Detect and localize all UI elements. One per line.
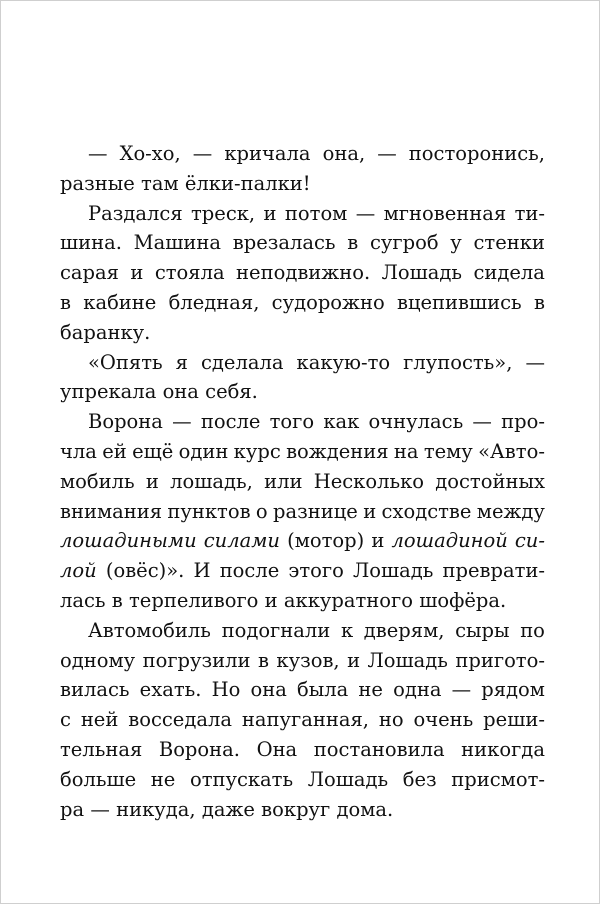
text-line [60, 467, 545, 497]
text-line [60, 199, 545, 229]
word: «Опять [88, 350, 163, 374]
word: дверям, [363, 618, 445, 642]
word: Лошадь [307, 767, 389, 791]
word: лась [60, 588, 106, 612]
word: лой [60, 559, 97, 583]
word: между [476, 499, 545, 523]
word: треск, [191, 201, 256, 225]
word: — [377, 142, 397, 165]
word: стояла [154, 261, 225, 285]
word: мобиль [60, 469, 135, 493]
word: И [193, 559, 211, 583]
text-line [60, 497, 545, 527]
word: никуда, [116, 797, 196, 821]
text-line [60, 526, 545, 556]
word: про- [501, 410, 545, 434]
word: и [130, 261, 144, 285]
word: тельная [60, 737, 143, 761]
word: лошадиной [391, 529, 508, 553]
word: напуганная, [241, 708, 369, 732]
word: реши- [483, 708, 545, 732]
word: мгновенная [383, 201, 507, 225]
word: силами [203, 529, 280, 553]
word: упрекала [60, 380, 157, 404]
word: ти- [514, 201, 545, 225]
word: не [150, 767, 176, 791]
word: и [371, 529, 385, 553]
word: неподвижно. [236, 261, 371, 285]
word: глупость», [403, 350, 513, 374]
word: без [402, 767, 437, 791]
word: как [323, 410, 360, 434]
word: к [340, 618, 354, 642]
word: судорожно [271, 290, 385, 314]
word: Но [211, 678, 241, 702]
word: я [175, 350, 188, 374]
word: один [178, 439, 229, 463]
word: вцепившись [396, 290, 522, 314]
text-line [60, 795, 545, 825]
word: подогнали [221, 618, 331, 642]
word: дома. [336, 797, 394, 821]
word: по [520, 618, 545, 642]
word: шофёра. [419, 588, 507, 612]
word: шина. [60, 231, 122, 255]
word: ехать. [139, 678, 202, 702]
text-line [60, 735, 545, 765]
word: аккуратного [283, 588, 413, 612]
word: — [525, 350, 545, 374]
word: после [200, 410, 261, 434]
text-line [60, 258, 545, 288]
word: Несколько [313, 469, 425, 493]
text-line [60, 646, 545, 676]
word: в [533, 290, 545, 314]
text-line [60, 318, 545, 348]
word: очнулась [368, 410, 464, 434]
word: постановила [313, 737, 445, 761]
word: в [60, 290, 71, 314]
word: и [363, 499, 377, 523]
word: на [393, 439, 419, 463]
word: лошадь, [170, 469, 253, 493]
word: того [269, 410, 315, 434]
word: себя. [205, 380, 258, 404]
word: но [378, 708, 404, 732]
text-line [60, 586, 545, 616]
word: — [451, 678, 472, 702]
word: «Авто- [478, 439, 545, 463]
word: пунктов [167, 499, 251, 523]
word: (овёс)». [105, 559, 185, 583]
word: в [257, 648, 269, 672]
word: и [347, 648, 361, 672]
word: она [162, 380, 199, 404]
word: — [472, 410, 492, 434]
word: с [60, 708, 71, 732]
word: — [192, 142, 213, 165]
word: в [111, 588, 123, 612]
word: и [264, 588, 278, 612]
word: разнице [273, 499, 358, 523]
word: после [219, 559, 280, 583]
text-line [60, 169, 545, 199]
text-line [60, 288, 545, 318]
story-text [60, 139, 545, 824]
text-line [60, 348, 545, 378]
word: тему [423, 439, 473, 463]
text-line [60, 556, 545, 586]
word: Автомобиль [88, 618, 211, 642]
word: преврати- [442, 559, 545, 583]
word: кузов, [276, 648, 340, 672]
word: одному [60, 648, 136, 672]
word: у [450, 231, 462, 255]
word: чла [60, 439, 97, 463]
word: ней [80, 708, 119, 732]
word: в [347, 231, 359, 255]
word: врезалась [232, 231, 336, 255]
word: терпеливого [129, 588, 259, 612]
word: посторонись, [408, 142, 545, 165]
word: не [358, 678, 383, 702]
word: сделала [201, 350, 284, 374]
word: вождения [286, 439, 389, 463]
word: никогда [461, 737, 545, 761]
word: отпускать [189, 767, 294, 791]
word: баранку. [60, 320, 151, 344]
word: сходстве [381, 499, 472, 523]
word: больше [60, 767, 137, 791]
word: ей [102, 439, 127, 463]
word: сидела [473, 261, 545, 285]
word: стенки [473, 231, 545, 255]
word: о [255, 499, 268, 523]
word: — [88, 142, 108, 165]
word: Ворона. [158, 737, 240, 761]
word: она, [322, 142, 366, 165]
word: одна [393, 678, 442, 702]
word: Ворона [88, 410, 163, 434]
word: Она [256, 737, 298, 761]
word: — [172, 410, 192, 434]
word: курс [233, 439, 281, 463]
word: кабине [83, 290, 157, 314]
word: внимания [60, 499, 163, 523]
word: Лошадь [352, 559, 434, 583]
word: си- [514, 529, 545, 553]
word: она [250, 678, 287, 702]
word: там [141, 171, 179, 195]
text-line [60, 377, 545, 407]
word: погрузили [142, 648, 251, 672]
word: потом [284, 201, 348, 225]
word: ра [60, 797, 85, 821]
word: присмот- [451, 767, 545, 791]
text-line [60, 675, 545, 705]
word: (мотор) [287, 529, 365, 553]
word: ёлки-палки! [184, 171, 311, 195]
word: сарая [60, 261, 119, 285]
word: кричала [224, 142, 311, 165]
word: достойных [435, 469, 545, 493]
word: разные [60, 171, 135, 195]
word: даже [201, 797, 255, 821]
word: или [264, 469, 303, 493]
word: вокруг [261, 797, 331, 821]
word: сыры [455, 618, 510, 642]
word: сугроб [369, 231, 439, 255]
word: рядом [481, 678, 545, 702]
word: и [263, 201, 277, 225]
word: лошадиными [60, 529, 197, 553]
word: вилась [60, 678, 130, 702]
text-line [60, 616, 545, 646]
word: Лошадь [367, 648, 448, 672]
word: — [90, 797, 110, 821]
text-line [60, 139, 545, 169]
word: ещё [132, 439, 174, 463]
word: была [297, 678, 349, 702]
word: Раздался [88, 201, 183, 225]
word: восседала [128, 708, 232, 732]
word: какую-то [296, 350, 391, 374]
text-line [60, 407, 545, 437]
text-line [60, 228, 545, 258]
word: пригото- [455, 648, 545, 672]
word: очень [413, 708, 474, 732]
text-line [60, 765, 545, 795]
word: и [145, 469, 159, 493]
text-line [60, 437, 545, 467]
text-line [60, 705, 545, 735]
word: Лошадь [381, 261, 463, 285]
word: бледная, [168, 290, 260, 314]
word: — [355, 201, 376, 225]
word: этого [288, 559, 344, 583]
word: Машина [133, 231, 222, 255]
word: Хо-хо, [119, 142, 181, 165]
